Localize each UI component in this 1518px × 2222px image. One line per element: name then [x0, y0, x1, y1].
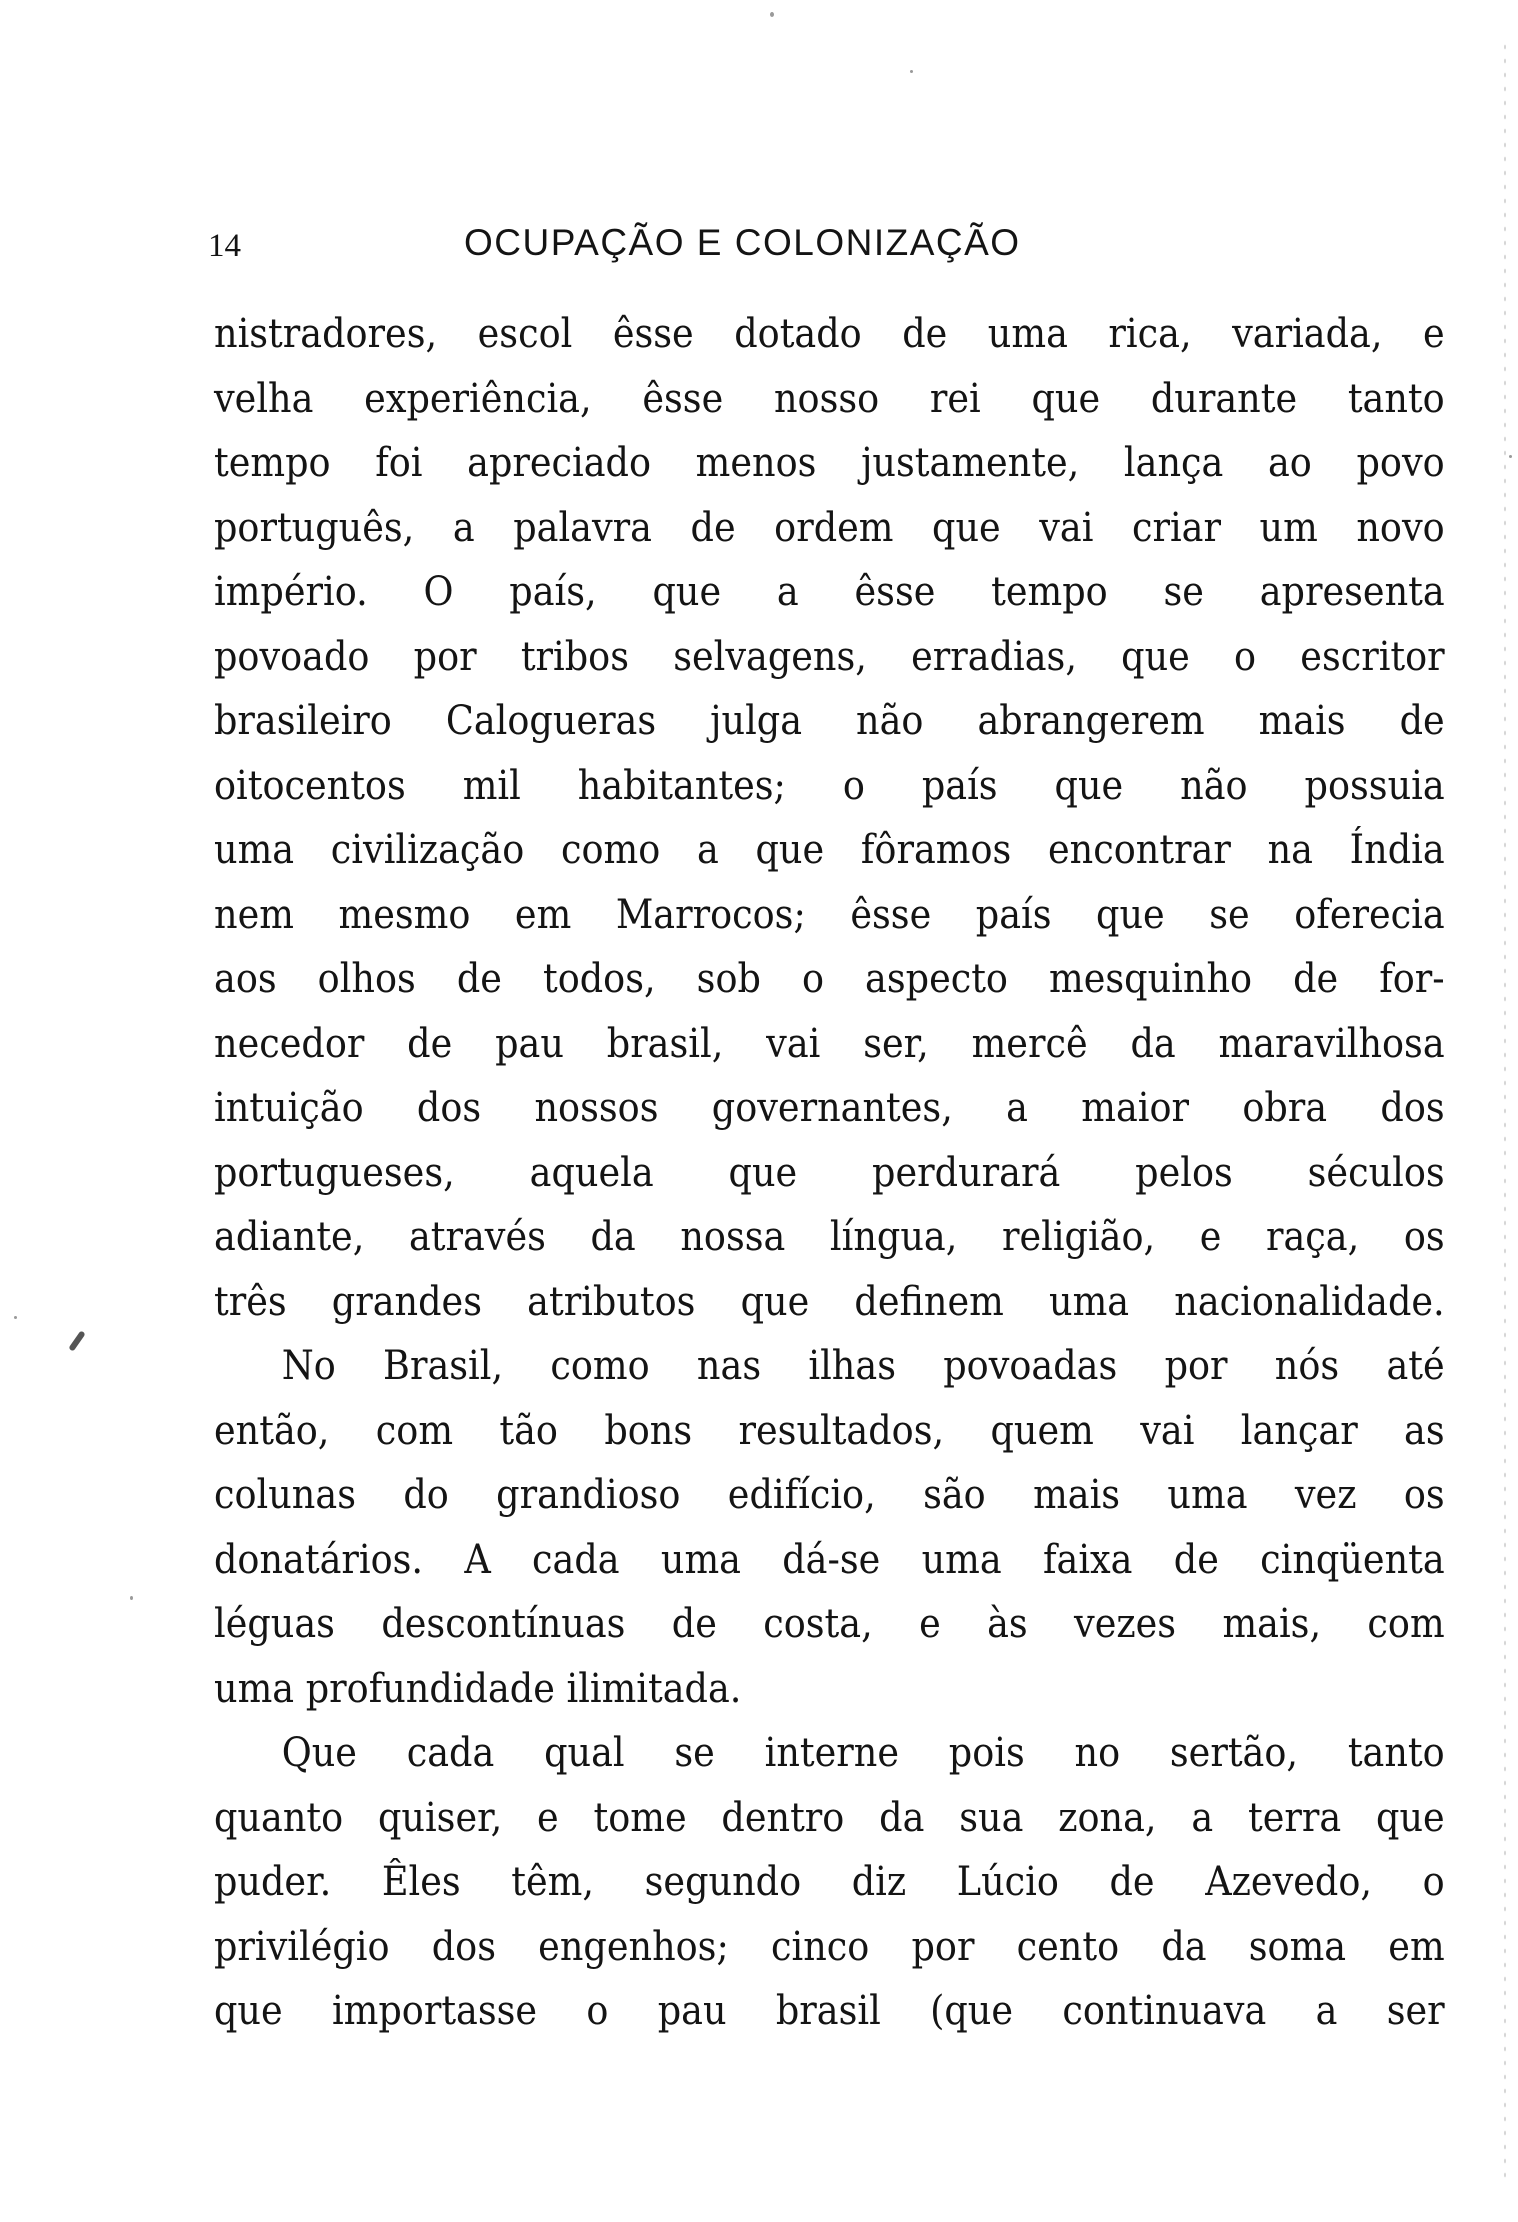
text-line: adiante, através da nossa língua, religião, e raça, os: [214, 1214, 1445, 1260]
text-line: oitocentos mil habitantes; o país que não possuia: [214, 762, 1445, 809]
scan-speck: [130, 1596, 133, 1600]
text-line: Que cada qual se interne pois no sertão, tanto: [281, 1730, 1445, 1776]
running-header: [208, 222, 1053, 272]
body-text: [214, 302, 1445, 2044]
paragraph-1: [214, 302, 1445, 1334]
text-line: uma profundidade ilimitada.: [214, 1665, 742, 1712]
paragraph-2: [214, 1334, 1445, 1721]
text-line: donatários. A cada uma dá-se uma faixa de cinqüenta: [214, 1536, 1445, 1583]
text-line: colunas do grandioso edifício, são mais uma vez os: [214, 1472, 1445, 1518]
text-line: tempo foi apreciado menos justamente, lança ao povo: [214, 440, 1445, 486]
running-title: OCUPAÇÃO E COLONIZAÇÃO: [464, 222, 1021, 263]
scan-edge-noise: [1502, 40, 1508, 2180]
scan-speck: [770, 12, 774, 17]
text-line: léguas descontínuas de costa, e às vezes mais, com: [214, 1601, 1445, 1647]
paragraph-3: [214, 1721, 1445, 2044]
page-number: 14: [208, 228, 241, 264]
text-line: puder. Êles têm, segundo diz Lúcio de Azevedo, o: [214, 1859, 1445, 1905]
text-line: quanto quiser, e tome dentro da sua zona, a terra que: [214, 1794, 1445, 1841]
text-line: português, a palavra de ordem que vai criar um novo: [214, 504, 1445, 551]
text-line: brasileiro Calogueras julga não abrangerem mais de: [214, 698, 1445, 744]
text-line: No Brasil, como nas ilhas povoadas por nós até: [281, 1343, 1445, 1389]
text-line: velha experiência, êsse nosso rei que durante tanto: [214, 375, 1445, 422]
text-line: três grandes atributos que definem uma nacionalidade.: [214, 1278, 1445, 1325]
text-line: que importasse o pau brasil (que continuava a ser: [214, 1988, 1445, 2034]
text-line: povoado por tribos selvagens, erradias, que o escritor: [214, 633, 1445, 680]
text-line: privilégio dos engenhos; cinco por cento da soma em: [214, 1923, 1445, 1970]
text-line: intuição dos nossos governantes, a maior obra dos: [214, 1085, 1445, 1131]
text-line: necedor de pau brasil, vai ser, mercê da maravilhosa: [214, 1020, 1445, 1067]
text-line: nistradores, escol êsse dotado de uma rica, variada, e: [214, 311, 1445, 357]
text-line: então, com tão bons resultados, quem vai lançar as: [214, 1407, 1445, 1454]
text-line: aos olhos de todos, sob o aspecto mesquinho de for-: [214, 956, 1445, 1002]
scan-speck: [68, 1330, 86, 1351]
text-line: portugueses, aquela que perdurará pelos séculos: [214, 1149, 1445, 1196]
scan-speck: [910, 70, 913, 73]
scan-speck: [1509, 455, 1512, 458]
scan-speck: [14, 1316, 17, 1319]
text-line: império. O país, que a êsse tempo se apresenta: [214, 569, 1445, 615]
text-line: nem mesmo em Marrocos; êsse país que se oferecia: [214, 891, 1445, 938]
text-line: uma civilização como a que fôramos encontrar na Índia: [214, 827, 1445, 873]
